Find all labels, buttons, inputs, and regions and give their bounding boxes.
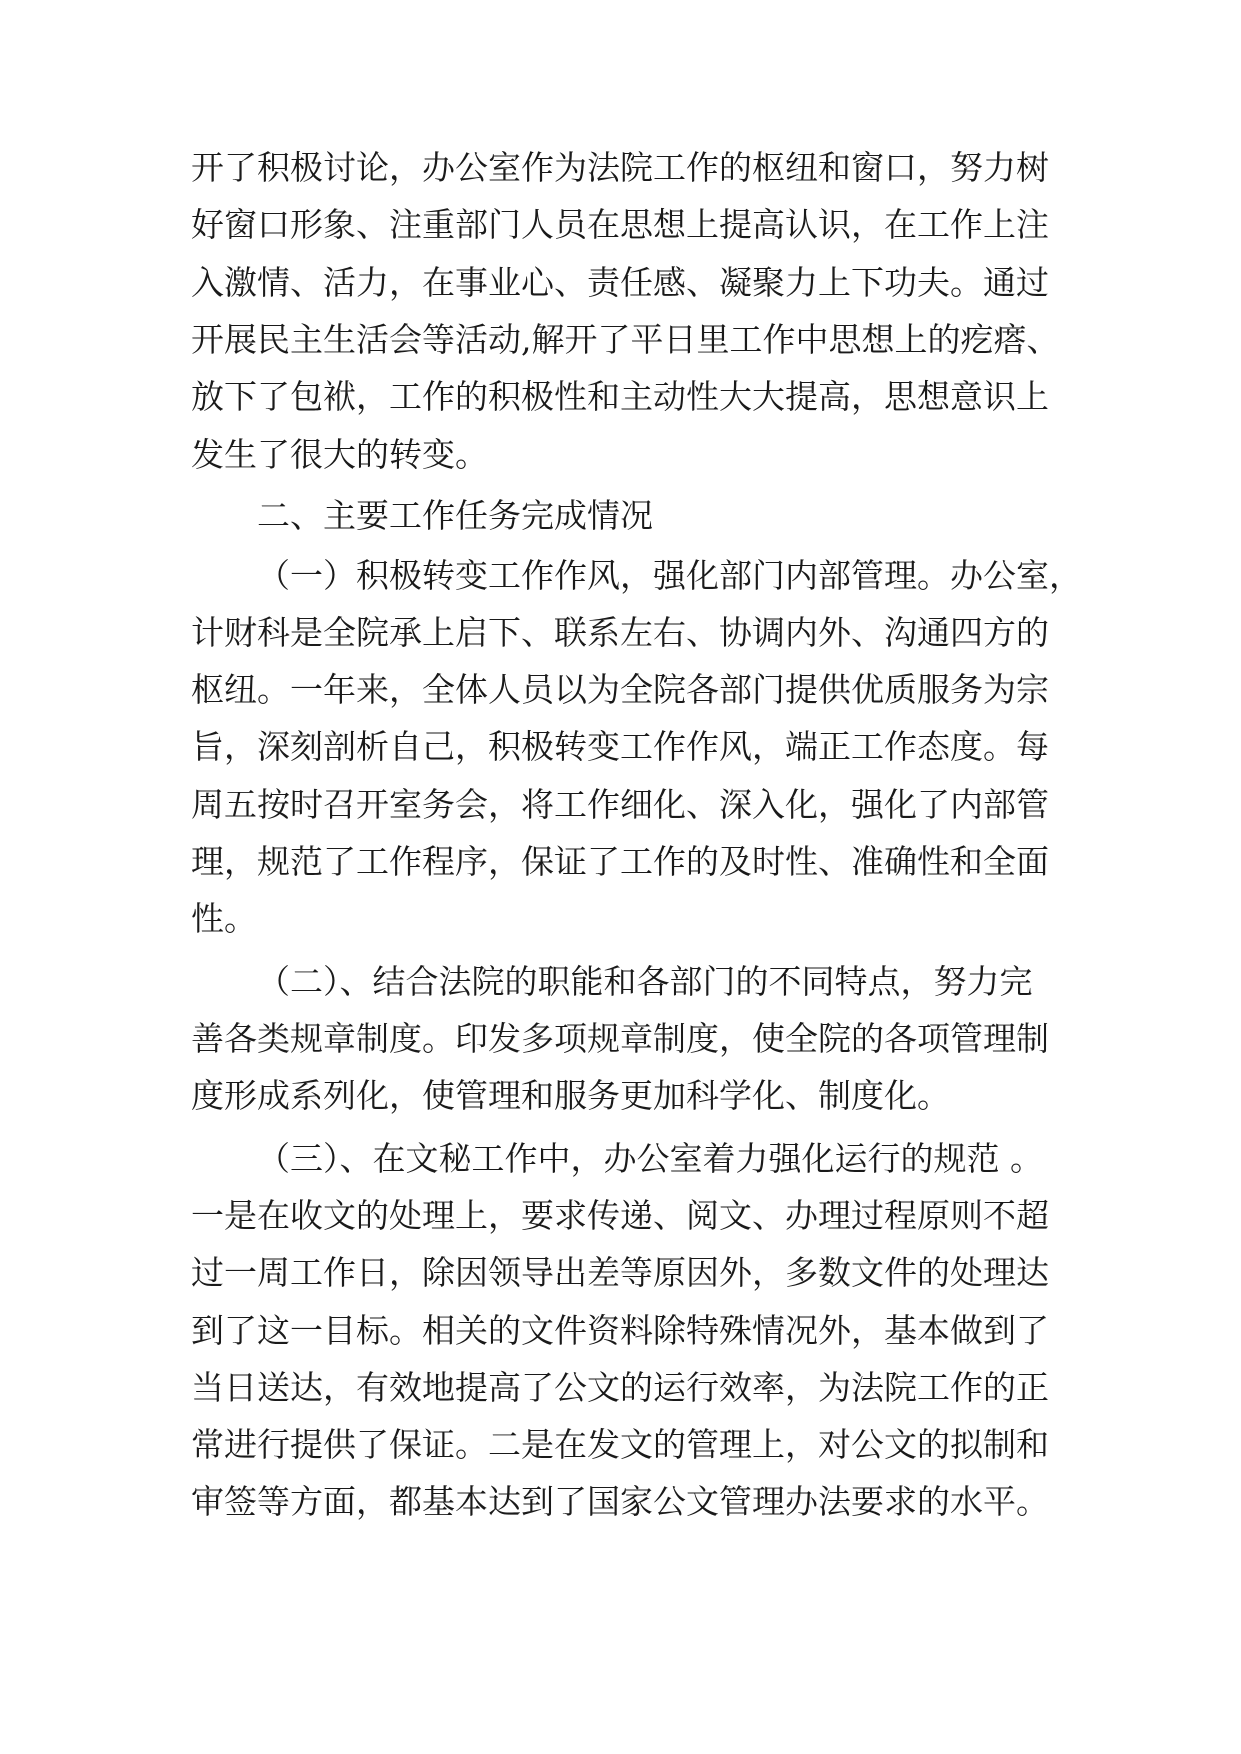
text-line: 审签等方面，都基本达到了国家公文管理办法要求的水平。 (191, 1482, 1049, 1521)
text-line: 好窗口形象、注重部门人员在思想上提高认识，在工作上注 (191, 205, 1049, 244)
text-line: 放下了包袱，工作的积极性和主动性大大提高，思想意识上 (191, 377, 1049, 416)
text-line: 开展民主生活会等活动,解开了平日里工作中思想上的疙瘩、 (191, 320, 1060, 359)
text-line: 入激情、活力，在事业心、责任感、凝聚力上下功夫。通过 (191, 263, 1049, 302)
text-line: 枢纽。一年来，全体人员以为全院各部门提供优质服务为宗 (191, 670, 1049, 709)
text-line: 度形成系列化，使管理和服务更加科学化、制度化。 (191, 1076, 950, 1115)
text-line: 善各类规章制度。印发多项规章制度，使全院的各项管理制 (191, 1019, 1049, 1058)
subsection-heading: （二）、结合法院的职能和各部门的不同特点，努力完 (257, 962, 1033, 1001)
text-line: 开了积极讨论，办公室作为法院工作的枢纽和窗口，努力树 (191, 148, 1049, 187)
subsection-heading: （一）积极转变工作作风，强化部门内部管理。办公室， (257, 556, 1082, 595)
section-heading: 二、主要工作任务完成情况 (257, 496, 653, 535)
text-line: 过一周工作日，除因领导出差等原因外，多数文件的处理达 (191, 1253, 1049, 1292)
text-line: 当日送达，有效地提高了公文的运行效率，为法院工作的正 (191, 1368, 1049, 1407)
text-line: 一是在收文的处理上，要求传递、阅文、办理过程原则不超 (191, 1196, 1049, 1235)
text-line: 计财科是全院承上启下、联系左右、协调内外、沟通四方的 (191, 613, 1049, 652)
text-line: 旨，深刻剖析自己，积极转变工作作风，端正工作态度。每 (191, 727, 1049, 766)
text-line: 理，规范了工作程序，保证了工作的及时性、准确性和全面 (191, 842, 1049, 881)
text-line: 性。 (191, 899, 257, 938)
text-line: 发生了很大的转变。 (191, 435, 488, 474)
text-line: 周五按时召开室务会，将工作细化、深入化，强化了内部管 (191, 785, 1049, 824)
subsection-heading: （三）、在文秘工作中，办公室着力强化运行的规范 。 (257, 1139, 1043, 1178)
text-line: 常进行提供了保证。二是在发文的管理上，对公文的拟制和 (191, 1425, 1049, 1464)
text-line: 到了这一目标。相关的文件资料除特殊情况外，基本做到了 (191, 1311, 1049, 1350)
